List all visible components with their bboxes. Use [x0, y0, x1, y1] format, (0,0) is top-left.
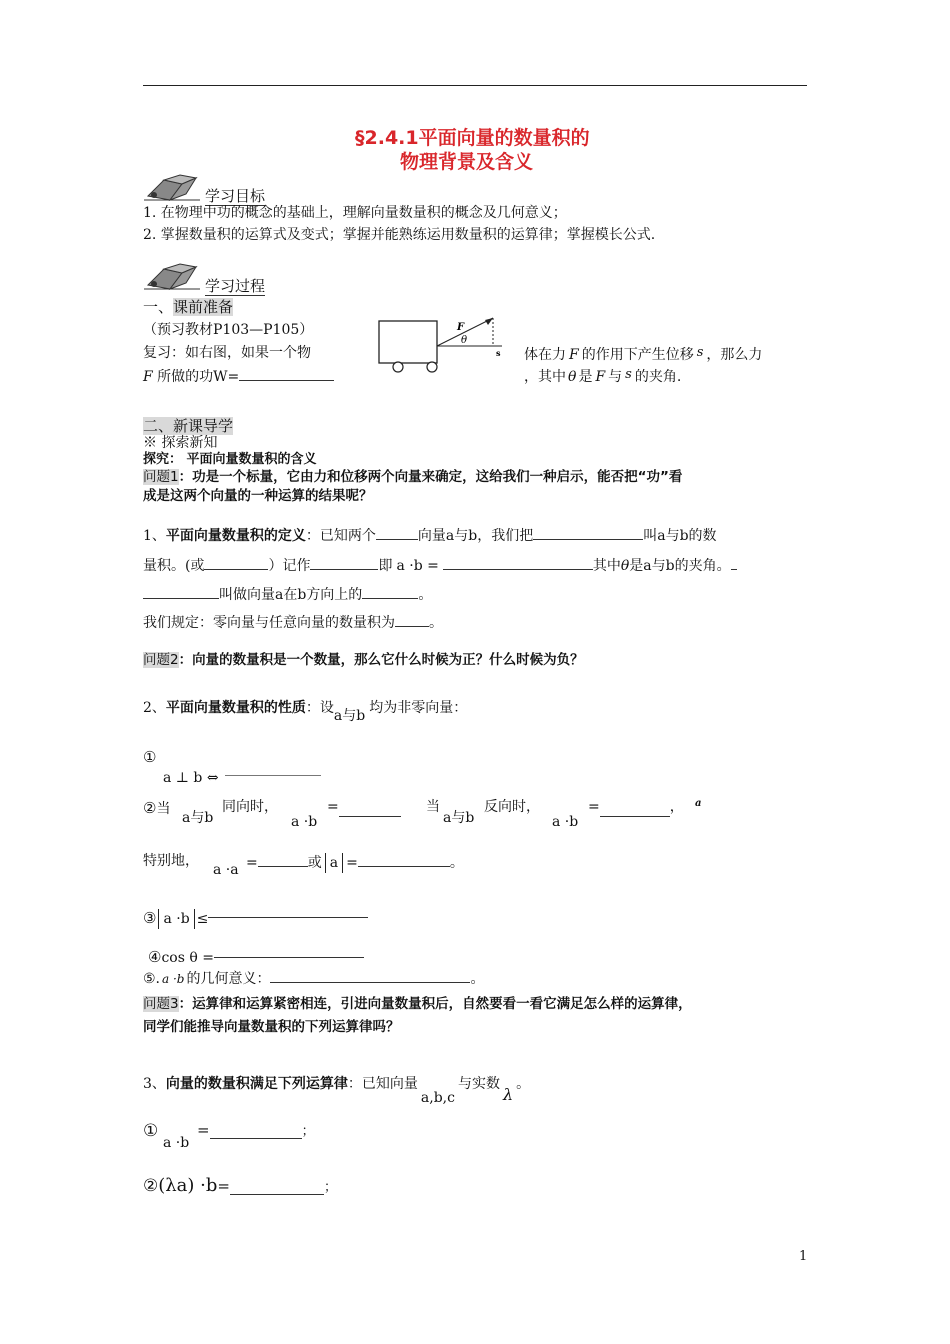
p6-end: 。: [470, 971, 485, 987]
law2-expr: (λa) ·b: [158, 1175, 218, 1196]
law2-blank[interactable]: [230, 1181, 324, 1195]
def-blank-6[interactable]: [143, 585, 219, 599]
fig-label-theta: θ: [461, 335, 468, 346]
zero-vector-rule: [143, 613, 443, 632]
page-number: 1: [799, 1249, 808, 1264]
inquiry-heading: 探究： 平面向量数量积的含义: [143, 452, 317, 467]
p2-eq: [327, 799, 401, 817]
def-text13: 方向上的: [306, 587, 363, 603]
force-diagram: [377, 316, 507, 376]
def-blank-7[interactable]: [362, 585, 418, 599]
props-text1: ：设: [305, 700, 334, 716]
law1-eq-sign: =: [197, 1121, 210, 1139]
def-blank-tail: [731, 556, 737, 570]
p6-num: ⑤.: [143, 971, 161, 987]
p2-ab: a与b: [182, 810, 214, 826]
p6-text: 的几何意义：: [186, 971, 271, 987]
def-text9: 其中: [592, 558, 621, 574]
law2-eq-sign: =: [217, 1177, 230, 1195]
p3-eq: [246, 853, 464, 872]
law2-num: ②: [143, 1176, 159, 1196]
p3-blank-1[interactable]: [258, 853, 308, 867]
page-title-line1: §2.4.1平面向量的数量积的: [355, 127, 590, 149]
p2-eq-sign: =: [327, 799, 339, 815]
properties-heading: [143, 700, 468, 724]
p5-blank[interactable]: [214, 944, 364, 958]
p3-or: 或: [307, 855, 322, 871]
def-a-on-b: a在b: [275, 587, 307, 603]
definition-line3: [143, 585, 432, 604]
laws-num: 3、: [143, 1076, 166, 1092]
new-heading: 二、新课导学: [143, 417, 234, 435]
laws-vecs: a,b,c: [420, 1090, 455, 1106]
property-3: [143, 853, 199, 870]
p3-text: 特别地，: [143, 853, 199, 869]
rule-end: 。: [429, 615, 443, 631]
question-2: [143, 652, 584, 668]
laws-text1: ：已知向量: [347, 1076, 418, 1092]
review-right1: [524, 345, 762, 364]
question-3-label: 问题3: [143, 996, 179, 1012]
property-6: [143, 969, 484, 988]
def-text7: ）记作: [268, 558, 311, 574]
def-text10: 是: [629, 558, 644, 574]
review-right2-b: 是: [578, 369, 593, 385]
sym-theta: θ: [568, 369, 577, 385]
question-3-cont: 同学们能推导向量数量积的下列运算律吗？: [143, 1019, 400, 1035]
rule-blank[interactable]: [395, 613, 429, 627]
rule-text: 我们规定：零向量与任意向量的数量积为: [143, 615, 395, 631]
def-ab: a与b: [657, 528, 689, 544]
p4-num: ③: [143, 909, 157, 927]
law1-end: ；: [301, 1124, 315, 1139]
goal-item-1: 1. 在物理中功的概念的基础上，理解向量数量积的概念及几何意义；: [143, 205, 567, 221]
p1-blank[interactable]: [225, 762, 321, 776]
def-ab: a与b: [445, 528, 478, 544]
p2-a-small: a: [695, 798, 702, 809]
law1-eq: [197, 1121, 315, 1140]
fig-label-F: F: [457, 322, 465, 333]
p3-dot: a ·a: [213, 862, 239, 878]
law-2: [143, 1175, 337, 1197]
question-3: [143, 996, 692, 1012]
def-text3: ，我们把: [477, 528, 534, 544]
p2-text-a: 当: [156, 801, 171, 817]
def-blank-3[interactable]: [204, 556, 268, 570]
p3-blank-2[interactable]: [358, 853, 450, 867]
prep-heading-label: 课前准备: [173, 298, 234, 316]
fig-label-s: s: [496, 348, 501, 358]
def-num: 1、: [143, 528, 166, 544]
p2-comma: ，: [669, 799, 684, 815]
p3-eq-sign: =: [246, 855, 258, 871]
p2-blank-2[interactable]: [600, 803, 670, 817]
question-1-label: 问题1: [143, 469, 179, 485]
review-right2-c: 与: [608, 369, 623, 385]
p5-expr: cos θ =: [161, 950, 214, 966]
p5-num: ④: [148, 948, 162, 966]
def-text2: 向量: [417, 528, 446, 544]
def-text8: 即: [378, 558, 393, 574]
question-2-text: ：向量的数量积是一个数量，那么它什么时候为正？什么时候为负？: [178, 652, 584, 668]
def-blank-1[interactable]: [376, 526, 418, 540]
definition-line2: [143, 556, 737, 575]
law1-blank[interactable]: [210, 1125, 302, 1139]
property-1: [143, 748, 156, 766]
p2-text-d: 反向时，: [484, 799, 540, 815]
review-right1-a: 体在力: [524, 347, 566, 363]
property-5: [148, 944, 364, 967]
header-rule: [143, 85, 807, 86]
p2-blank-1[interactable]: [339, 803, 401, 817]
book-icon: [142, 263, 202, 291]
review-line1: 复习：如右图，如果一个物: [143, 345, 311, 361]
prep-heading: [143, 298, 233, 316]
property-2: [143, 799, 170, 818]
def-blank-2[interactable]: [533, 526, 643, 540]
prep-heading-prefix: 一、: [143, 298, 174, 316]
p2-eq2-sign: =: [588, 799, 600, 815]
sym-F: F: [569, 347, 579, 363]
props-text2: 均为非零向量：: [369, 700, 468, 716]
def-blank-4[interactable]: [310, 556, 378, 570]
p6-expr: a ·b: [162, 972, 185, 986]
p4-le: ≤: [196, 911, 209, 927]
def-text4: 叫: [643, 528, 658, 544]
def-a-dot-b: a ·b =: [396, 558, 439, 574]
def-text12: 叫做向量: [219, 587, 275, 603]
law2-end: ；: [323, 1180, 337, 1195]
laws-heading: [143, 1073, 531, 1106]
p4-blank[interactable]: [208, 904, 368, 918]
def-theta: θ: [620, 558, 630, 574]
p2-text-b: 同向时，: [222, 799, 278, 815]
goal-item-2: 2. 掌握数量积的运算式及变式；掌握并能熟练运用数量积的运算律；掌握模长公式.: [143, 227, 656, 243]
sym-F: F: [143, 369, 153, 385]
question-1-cont: 成是这两个向量的一种运算的结果呢？: [143, 488, 373, 504]
p6-blank[interactable]: [270, 969, 470, 983]
law1-num: ①: [143, 1121, 159, 1141]
review-line2-text: 所做的功W=: [157, 369, 240, 385]
review-right2-d: 的夹角.: [634, 369, 682, 385]
book-icon: [142, 174, 202, 202]
property-4: [143, 904, 368, 928]
p1-num: ①: [143, 748, 157, 766]
laws-title: 向量的数量积满足下列运算律: [165, 1076, 348, 1092]
props-title: 平面向量数量积的性质: [165, 700, 306, 716]
p1-expr: a ⊥ b ⇔: [163, 770, 219, 786]
sym-s: s: [625, 367, 632, 382]
review-right2: [524, 367, 681, 386]
p3-end: 。: [449, 855, 464, 871]
question-2-label: 问题2: [143, 652, 179, 668]
review-right1-b: 的作用下产生位移: [581, 347, 694, 363]
question-1: [143, 469, 682, 485]
def-text5: 的数: [688, 528, 717, 544]
laws-end: 。: [516, 1076, 531, 1092]
p2-text-c: 当: [426, 799, 440, 815]
question-1-text: ：功是一个标量，它由力和位移两个向量来确定，这给我们一种启示，能否把“功”看: [178, 469, 683, 485]
p2-num: ②: [143, 799, 157, 817]
sym-s: s: [696, 345, 704, 360]
props-num: 2、: [143, 700, 166, 716]
def-ab: a与b: [643, 558, 675, 574]
props-ab: a与b: [333, 708, 366, 724]
property-1-expr: [163, 762, 321, 787]
page-title-line2: 物理背景及含义: [400, 151, 534, 173]
p2-ab2: a与b: [443, 810, 475, 826]
goals-heading: 学习目标: [205, 187, 266, 205]
p2-eq2: [588, 799, 684, 817]
p3-abs: [325, 853, 343, 873]
def-title: 平面向量数量积的定义: [165, 528, 306, 544]
laws-lambda: λ: [502, 1085, 514, 1104]
work-blank[interactable]: [239, 367, 334, 381]
p3-eq2-sign: =: [346, 855, 358, 871]
def-text6: 量积。(或: [143, 558, 205, 574]
p4-abs: [158, 909, 194, 929]
preview-note: （预习教材P103—P105）: [143, 322, 314, 338]
p4-expr: a ·b: [163, 911, 190, 927]
p2-dot2: a ·b: [552, 814, 579, 830]
def-text14: 。: [418, 587, 433, 603]
explore-heading: ※ 探索新知: [143, 435, 218, 451]
review-right2-a: ，其中: [524, 369, 566, 385]
definition-line1: [143, 526, 717, 545]
def-blank-5[interactable]: [443, 556, 593, 570]
laws-text2: 与实数: [457, 1076, 500, 1092]
review-right1-c: ，那么力: [706, 347, 763, 363]
p2-dot: a ·b: [291, 814, 318, 830]
sym-F: F: [595, 369, 606, 385]
process-heading: 学习过程: [205, 277, 266, 295]
def-text1: ：已知两个: [305, 528, 376, 544]
p3-abs-a: a: [329, 855, 339, 871]
question-3-text: ：运算律和运算紧密相连，引进向量数量积后，自然要看一看它满足怎么样的运算律，: [178, 996, 692, 1012]
review-line2: [143, 367, 334, 386]
law1-expr: a ·b: [163, 1135, 190, 1151]
def-text11: 的夹角。: [674, 558, 731, 574]
law-1: [143, 1121, 158, 1141]
